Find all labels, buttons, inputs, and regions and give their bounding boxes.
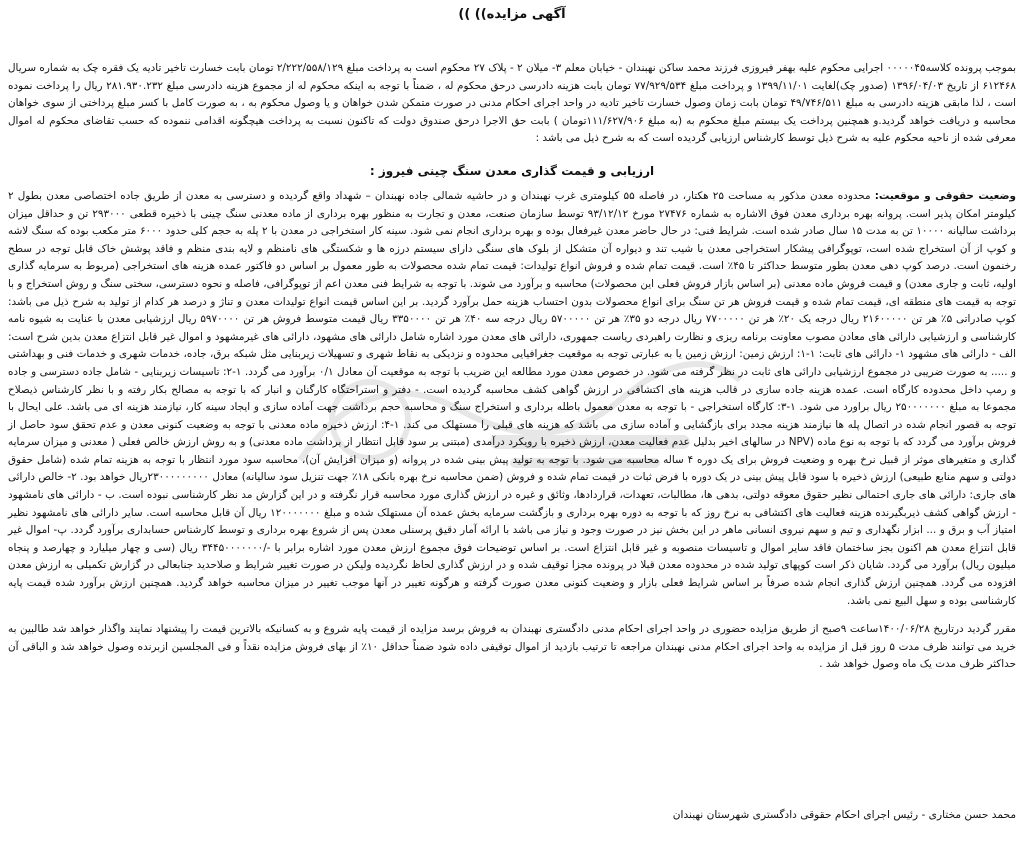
appraisal-paragraph [8,188,1016,610]
appraisal-body: محدوده معدن مذکور به مساحت ۲۵ هکتار، در فاصله ۵۵ کیلومتری غرب نهبندان و در حاشیه شمالی جاده نهبندان – شهداد واقع گردیده و دسترسی به معدن از طریق جاده اختصاصی معدن بطول ۲ کیلومتر امکان پذیر است. پروانه بهره برداری معدن فوق الاشاره به شماره ۲۷۴۷۶ مورخ ۹۳/۱۲/۱۲ توسط سازمان صنعت، معدن و تجارت به منظور بهره برداری از ماده معدنی سنگ چینی با ذخیره قطعی ۲۹۳۰۰۰ تن و حداقل میزان برداشت سالیانه ۱۰۰۰۰ تن به مدت ۱۵ سال صادر شده است. شرایط فنی: در حال حاضر معدن غیرفعال بوده و بهره برداری انجام نمی شود. سینه کار استخراجی در معدن با ۲ پله به حجم کلی حدود ۶۰۰۰ متر مکعب بوده که سنگ لاشه و کوپ از آن استخراج شده است، توپوگرافی پیشکار استخراجی معدن با شیب تند و دیواره آن متشکل از بلوک های سنگی دارای سیستم درزه ها و شکستگی های نامنظم و لایه بندی منظم و فاقد پوشش خاک قابل توجه در سطح رخنمون است. درصد کوپ دهی معدن بطور متوسط حداکثر تا ۴۵٪ است. قیمت تمام شده و فروش انواع تولیدات: قیمت تمام شده محصولات به طور معمول بر اساس دو فاکتور عمده هزینه های استخراجی (مربوط به سرمایه گذاری اولیه، ثابت و جاری معدن) و قیمت فروش ماده معدنی (بر اساس بازار فروش فعلی این محصولات) محاسبه و برآورد می شوند. با توجه به شرایط فنی معدن اعم از توپوگرافی، فاصله و نحوه دسترسی، سختی سنگ و روش استخراج و با توجه به قیمت های منطقه ای، قیمت تمام شده و قیمت فروش هر تن سنگ برای انواع محصولات بدون احتساب هزینه حمل برآورد گردید. بر این اساس قیمت انواع تولیدات معدن و تناژ و درصد هر کدام از تولید به شرح ذیل می باشد: کوپ صادراتی ۵٪ هر تن ۲۱۶۰۰۰۰۰ ریال درجه یک ۲۰٪ هر تن ۷۷۰۰۰۰۰ ریال درجه دو ۳۵٪ هر تن ۵۷۰۰۰۰۰ ریال درجه سه ۴۰٪ هر تن ۳۳۵۰۰۰۰ ریال قیمت متوسط فروش هر تن ۵۹۷۰۰۰۰ ریال ارزشیابی معدن با عنایت به شیوه نامه کارشناسی و ارزشیابی دارائی های معادن مصوب معاونت برنامه ریزی و نظارت راهبردی ریاست جمهوری، دارائی های معدن مورد اشاره شامل دارائی های مشهود، دارائی های غیرمشهود و اموال غیر قابل انتزاع معدن بدین شرح است: الف - دارائی های مشهود ۱- دارائی های ثابت: ۱-۱: ارزش زمین: ارزش زمین یا به عبارتی توجه به موقعیت جغرافیایی محدوده و نزدیکی به نقاط شهری و تسهیلات زیربنایی مثل شبکه برق، جاده، خدمات شهری و خدمات فنی و بهداشتی و ..... به صورت ضریبی در مجموع ارزشیابی دارائی های ثابت در نظر گرفته می شود. در خصوص معدن مورد مطالعه این ضریب با توجه به موقعیت آن معادل ۰/۱ برآورد می گردد. ۱-۲: تاسیسات زیربنایی - شامل جاده دسترسی و جاده و رمپ داخل محدوده کارگاه است. عمده هزینه جاده سازی در قالب هزینه های اکتشافی در ارزش گواهی کشف محاسبه گردیده است. - دفتر و استراحتگاه کارگنان و انبار که با توجه به مصالح بکار رفته و با نظر کارشناس ذیصلاح مجموعا به مبلغ ۲۵۰۰۰۰۰۰۰ ریال براورد می شود. ۱-۳: کارگاه استخراجی - با توجه به معدن معمول باطله برداری و استخراج سنگ و محاسبه حجم برداشت جهت آماده سازی و ایجاد سینه کار، نیازمند هزینه ای می باشد. علی ایحال با توجه به قصور انجام شده در اتصال پله ها نیازمند هزینه مجدد برای بازگشایی و آماده سازی می باشد که هزینه های قبلی را مستهلک می کند. ۱-۴: ارزش ذخیره ماده معدنی با توجه به وضعیت کنونی معدن و عدم تحقق سود حاصل از فروش برآورد می گردد که با توجه به نوع ماده (NPV در سالهای اخیر بدلیل عدم فعالیت معدن، ارزش ذخیره با رویکرد درآمدی (مبتنی بر سود قابل انتظار از برداشت ماده معدنی) و به روش ارزش خالص فعلی ( معدنی و میزان سرمایه گذاری و متغیرهای موثر از قبیل نرخ بهره و وضعیت فروش برای یک دوره ۴ ساله محاسبه می شود. با توجه به تولید پیش بینی شده در پروانه (و میزان افزایش آن)، محاسبه سود مورد انتظار با توجه به هزینه تمام شده (شامل حقوق دولتی و سهم منابع طبیعی) ارزش ذخیره با سود قابل پیش بینی در یک دوره با فرض ثبات در قیمت تمام شده و فروش (ضمن محاسبه نرخ بهره بانکی ۱۸٪ جهت تنزیل سود سالیانه) معادل ۲۳۰۰۰۰۰۰۰۰۰ریال خواهد بود. ۲- خالص دارائی های جاری: دارائی های جاری احتمالی نظیر حقوق معوقه دولتی، بدهی ها، مطالبات، تعهدات، قراردادها، وثائق و غیره در ارزش گذاری مورد محاسبه قرار نگرفته و در این گزارش مد نظر کارشناسی نبوده است. ب - دارائی های نامشهود - ارزش گواهی کشف ذیربگیرنده هزینه فعالیت های اکتشافی به نرخ روز که با توجه به دوره بهره برداری و بازگشت سرمایه بخش عمده آن مستهلک شده و مبلغ ۱۲۰۰۰۰۰۰۰ ریال آن قابل محاسبه است. سایر دارائی های نامشهود نظیر امتیاز آب و برق و ... ابزار نگهداری و تیم و سهم نیروی انسانی ماهر در این بخش نیز در صورت وجود و نیاز می باشد با ارائه آمار دقیق پرسنلی معدن پس از شروع بهره برداری و توسط کارشناس حسابداری برآورد گردد. پ- اموال غیر قابل انتزاع معدن هم اکنون بجز ساختمان فاقد سایر اموال و تاسیسات منصوبه و غیر قابل انتزاع است. بر اساس توضیحات فوق مجموع ارزش معدن مورد اشاره برابر با -/۳۴۴۵۰۰۰۰۰۰۰ ریال (سی و چهار میلیارد و چهارصد و پنجاه میلیون ریال) برآورد می گردد. شایان ذکر است کوپهای تولید شده در محدوده معدن قبلا در پرونده مجزا توقیف شده و در ارزش گذاری لحاظ نگردیده ولیکن در صورت تغییر شرایط و صلاحدید جنابعالی در گزارش تکمیلی به ارزش معدن افزوده می گردد. همچنین ارزش گذاری انجام شده صرفاً بر اساس شرایط فعلی بازار و وضعیت کنونی معدن صورت گرفته و هرگونه تغییر در آنها موجب تغییر در میزان محاسبه خواهد گردید. همچنین ارزش برآورد شده قیمت پایه کارشناسی بوده و سهل البیع نمی باشد. [8,189,1017,607]
spacer [8,610,1016,621]
closing-paragraph: مقرر گردید درتاریخ ۱۴۰۰/۰۶/۲۸ساعت ۹صبح از طریق مزایده حضوری در واحد اجرای احکام مدنی دادگستری نهبندان به فروش برسد مزایده از قیمت پایه شروع و به کسانیکه بالاترین قیمت را پیشنهاد نمایند واگذار خواهد شد طالبین به خرید می توانند ظرف مدت ۵ روز قبل از مزایده به واحد اجرای احکام مدنی نهبندان مراجعه تا ترتیب بازدید از اموال توقیفی داده شود ضمناً حداقل ۱۰٪ از بهای فروش مزایده نقداً و فی المجلسین ازبرنده وصول خواهد شد و الباقی آن حداکثر ظرف مدت یک ماه وصول خواهد شد . [8,623,1016,671]
appraisal-lead: وضعیت حقوقی و موقعیت: [874,189,1016,202]
signature-line: محمد حسن مختاری - رئیس اجرای احکام حقوقی دادگستری شهرستان نهبندان [672,809,1016,821]
intro-paragraph: بموجب پرونده کلاسه۰۰۰۰۰۴۵ اجرایی محکوم علیه بهفر فیروزی فرزند محمد ساکن نهبندان - خیابان معلم ۳- میلان ۲ - پلاک ۲۷ محکوم است به پرداخت مبلغ ۲/۲۲۲/۵۵۸/۱۲۹ تومان بابت خسارت تاخیر تادیه یک فقره چک به شماره سریال ۶۱۲۴۶۸ از تاریخ ۱۳۹۶/۰۴/۰۳ (صدور چک)لغایت ۱۳۹۹/۱۱/۰۱ و پرداخت مبلغ ۷۷/۹۲۹/۵۳۴ تومان بابت هزینه دادرسی درحق محکوم له ، ضمناً با توجه به اینکه محکوم له از مجموع هزینه دادرسی مبلغ ۲۸۱.۹۳۰.۲۳۲ ریال را پرداخت نموده است ، لذا مابقی هزینه دادرسی به مبلغ ۴۹/۷۴۶/۵۱۱ تومان بابت زمان وصول خسارت تاخیر تادیه در واحد اجرای احکام مدنی در صورت متمکن شدن خواهان و یا وصول محکوم به ، به صورت کامل با کسر مبلغ پرداختی از سوی خواهان محاسبه و دریافت خواهد گردید.و همچنین پرداخت یک بیستم مبلغ محکوم به (به مبلغ ۱۱۱/۶۲۷/۹۰۶تومان ) بابت حق الاجرا درحق صندوق دولت که تاکنون نسبت به پرداخت هیچگونه اقدامی ننموده که حسب تقاضای محکوم له اموال معرفی شده از ناحیه محکوم علیه به شرح ذیل توسط کارشناس ارزیابی گردیده است که به شرح ذیل می باشد : [8,62,1017,145]
section-heading: ارزیابی و قیمت گذاری معدن سنگ چینی فیروز : [369,163,655,178]
notice-title: آگهی مزایده)) )) [458,7,566,22]
